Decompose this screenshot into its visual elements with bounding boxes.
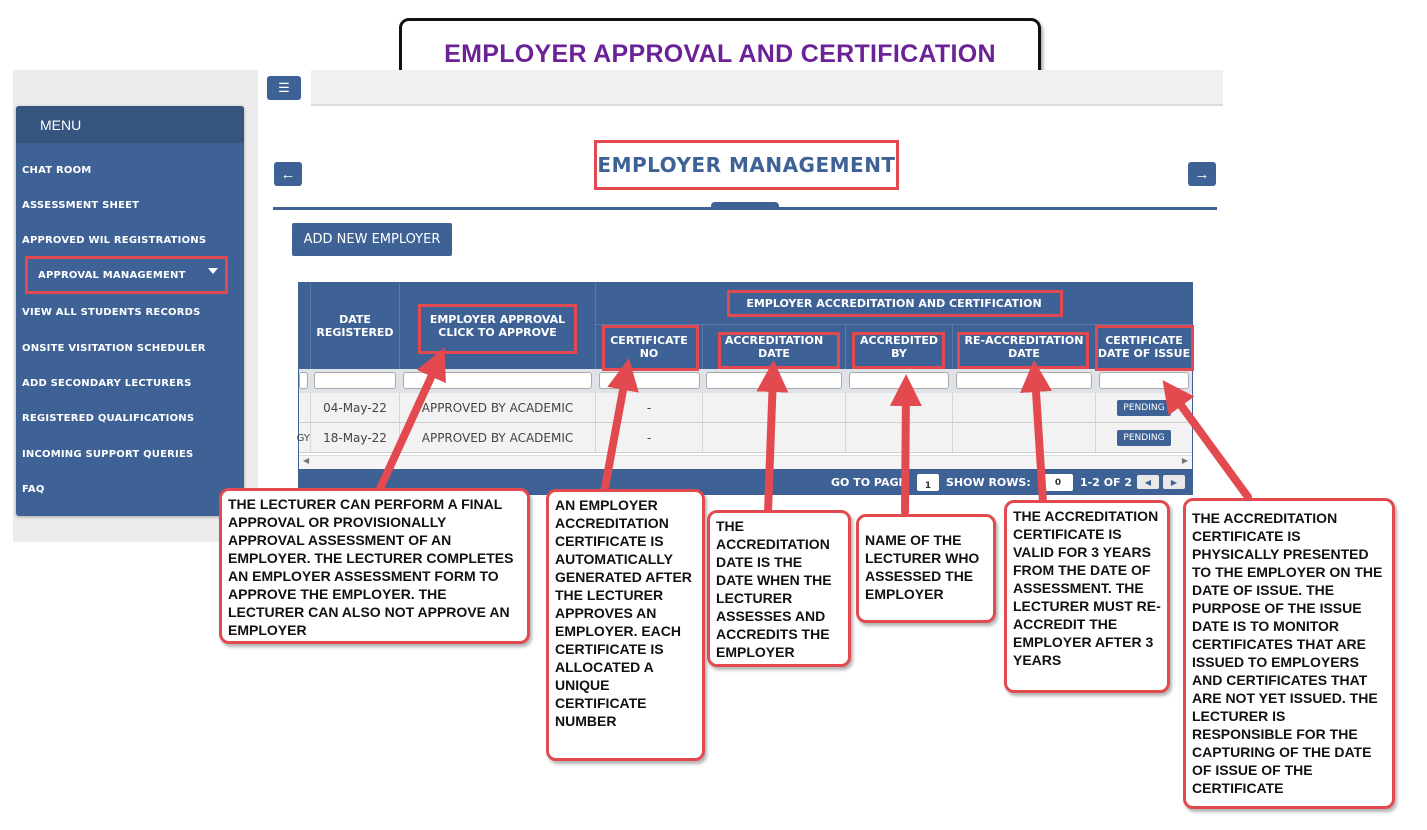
sidebar-item-assessment-sheet[interactable]: ASSESSMENT SHEET — [22, 200, 140, 211]
sidebar-item-secondary-lecturers[interactable]: ADD SECONDARY LECTURERS — [22, 378, 192, 389]
sidebar-item-approval-management[interactable]: APPROVAL MANAGEMENT — [38, 270, 186, 281]
add-new-employer-button[interactable]: ADD NEW EMPLOYER — [292, 223, 452, 256]
sidebar-item-view-students[interactable]: VIEW ALL STUDENTS RECORDS — [22, 307, 201, 318]
caret-right-icon: ▶ — [1170, 477, 1178, 487]
pending-button[interactable]: PENDING — [1117, 430, 1170, 446]
table-row[interactable]: GY 18-May-22 APPROVED BY ACADEMIC - PENDING — [299, 423, 1192, 453]
callout-accr-date: THE ACCREDITATION DATE IS THE DATE WHEN THE LECTURER ASSESSES AND ACCREDITS THE EMPLOYER — [707, 510, 851, 667]
caret-left-icon: ◀ — [1144, 477, 1152, 487]
col-reaccreditation-date[interactable]: RE-ACCREDITATION DATE — [953, 325, 1096, 369]
page-title: EMPLOYER MANAGEMENT — [597, 153, 896, 177]
sidebar-item-onsite-scheduler[interactable]: ONSITE VISITATION SCHEDULER — [22, 343, 206, 354]
sidebar-item-approved-wil[interactable]: APPROVED WIL REGISTRATIONS — [22, 235, 207, 246]
arrow-cert-no — [604, 374, 626, 493]
sidebar-item-qualifications[interactable]: REGISTERED QUALIFICATIONS — [22, 413, 195, 424]
arrow-issue — [1172, 393, 1248, 497]
rows-input[interactable]: 0 — [1043, 474, 1073, 491]
sidebar-item-faq[interactable]: FAQ — [22, 484, 45, 495]
page-input[interactable]: 1 — [917, 474, 939, 491]
col-group-accreditation: EMPLOYER ACCREDITATION AND CERTIFICATION — [596, 283, 1192, 325]
col-accreditation-date[interactable]: ACCREDITATION DATE — [703, 325, 846, 369]
arrow-left-icon: ← — [280, 165, 296, 183]
banner-title: EMPLOYER APPROVAL AND CERTIFICATION — [444, 39, 996, 68]
scroll-right-icon: ▶ — [1181, 456, 1188, 465]
page-range: 1-2 OF 2 — [1080, 476, 1133, 489]
arrow-approval — [378, 362, 438, 493]
sidebar-item-chat-room[interactable]: CHAT ROOM — [22, 165, 92, 176]
col-certificate-no[interactable]: CERTIFICATE NO — [596, 325, 703, 369]
show-rows-label: SHOW ROWS: — [946, 476, 1031, 489]
arrow-reaccr — [1035, 376, 1043, 502]
scroll-left-icon: ◀ — [303, 456, 310, 465]
callout-approval: THE LECTURER CAN PERFORM A FINAL APPROVAL OR PROVISIONALLY APPROVAL ASSESSMENT OF AN EMPLOYER. THE LECTURER COMPLETES AN EMPLOYER ASSESSMENT FORM TO APPROVE THE EMPLOYER. THE LECTURER CAN ALSO NOT APPROVE AN EMPLOYER — [219, 488, 530, 644]
callout-accr-by: NAME OF THE LECTURER WHO ASSESSED THE EMPLOYER — [856, 514, 996, 623]
table-row[interactable]: 04-May-22 APPROVED BY ACADEMIC - PENDING — [299, 393, 1192, 423]
arrow-accr-by — [905, 390, 906, 512]
callout-reaccr: THE ACCREDITATION CERTIFICATE IS VALID FOR 3 YEARS FROM THE DATE OF ASSESSMENT. THE LECTURER MUST RE-ACCREDIT THE EMPLOYER AFTER 3 YEARS — [1004, 500, 1170, 693]
col-date-registered[interactable]: DATE REGISTERED — [311, 283, 400, 369]
callout-issue: THE ACCREDITATION CERTIFICATE IS PHYSICALLY PRESENTED TO THE EMPLOYER ON THE DATE OF ISSUE. THE PURPOSE OF THE ISSUE DATE IS TO MONITOR CERTIFICATES THAT ARE ISSUED TO EMPLOYERS AND CERTIFICATES THAT ARE NOT YET ISSUED. THE LECTURER IS RESPONSIBLE FOR THE CAPTURING OF THE DATE OF ISSUE OF THE CERTIFICATE — [1183, 498, 1395, 809]
menu-header: MENU — [16, 106, 244, 143]
callout-cert-no: AN EMPLOYER ACCREDITATION CERTIFICATE IS AUTOMATICALLY GENERATED AFTER THE LECTURER APPROVES AN EMPLOYER. EACH CERTIFICATE IS ALLOCATED A UNIQUE CERTIFICATE NUMBER — [546, 489, 705, 761]
list-icon: ☰ — [278, 80, 290, 95]
arrow-accr-date — [768, 376, 773, 512]
col-certificate-issue-date[interactable]: CERTIFICATE DATE OF ISSUE — [1097, 334, 1191, 360]
col-employer-approval[interactable]: EMPLOYER APPROVAL CLICK TO APPROVE — [400, 283, 596, 369]
goto-page-label: GO TO PAGE — [831, 476, 907, 489]
col-accredited-by[interactable]: ACCREDITED BY — [846, 325, 953, 369]
pending-button[interactable]: PENDING — [1117, 400, 1170, 416]
sidebar-item-support-queries[interactable]: INCOMING SUPPORT QUERIES — [22, 449, 194, 460]
arrow-right-icon: → — [1194, 165, 1210, 183]
